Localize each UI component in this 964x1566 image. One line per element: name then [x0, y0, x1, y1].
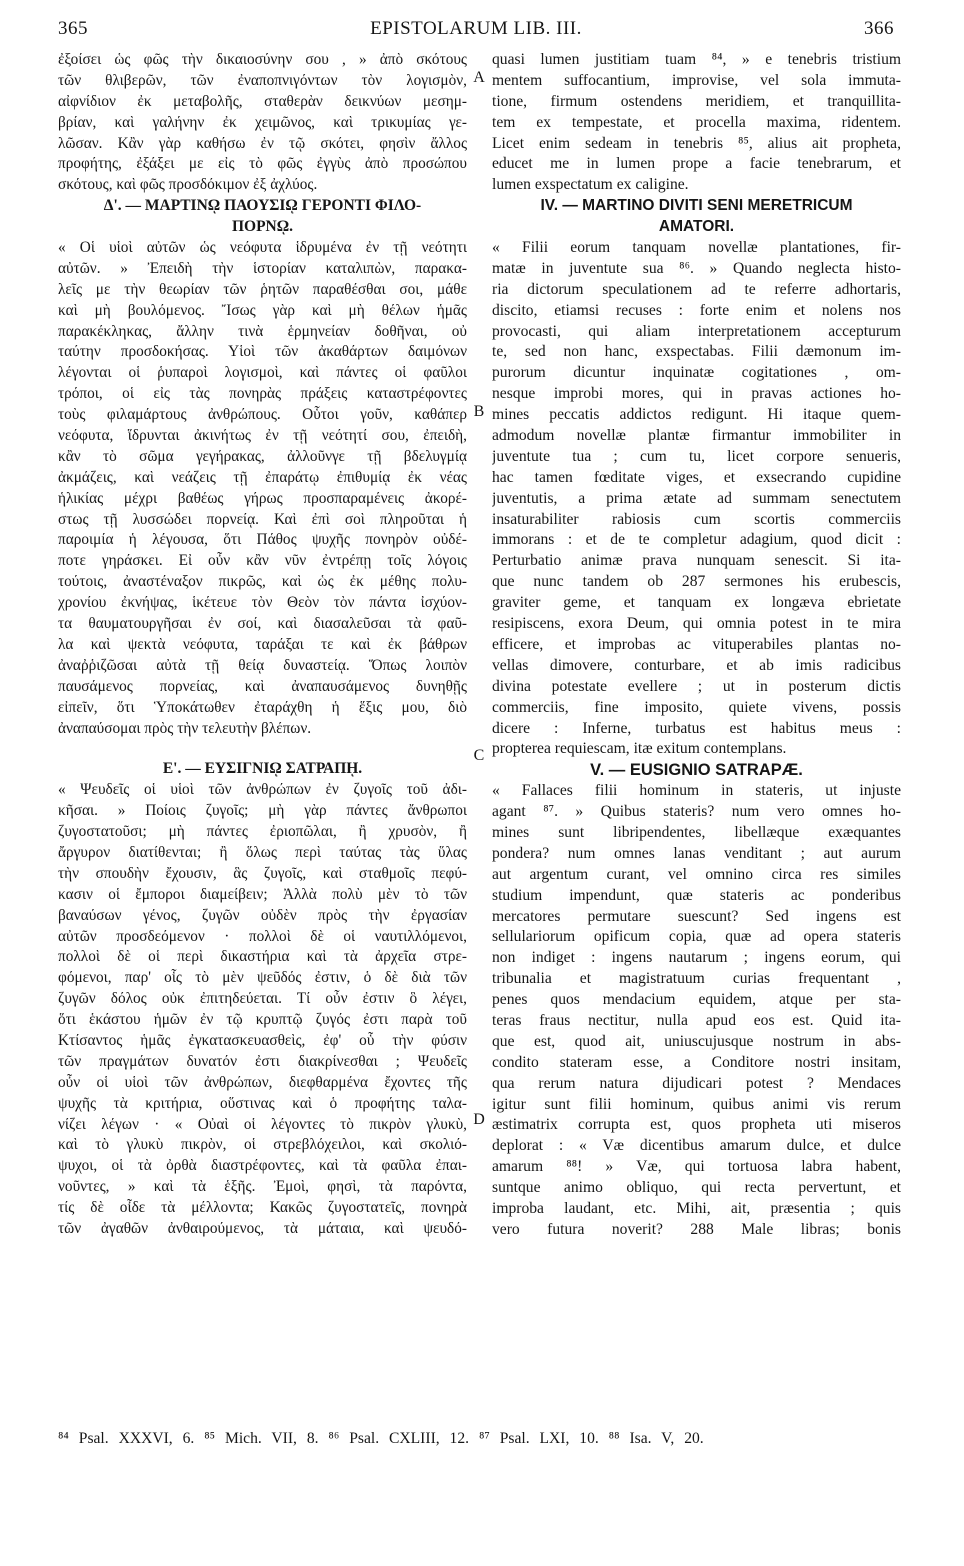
text-line: mines sunt libripendentes, libellæque exæquantes: [492, 823, 901, 841]
text-line: æstimatrix corrupta est, quos propheta uti miseros: [492, 1116, 901, 1134]
spacer: [58, 739, 467, 749]
text-line: ζυγοστατοῦσι; μὴ πάντες ἐριοπῶλαι, ἢ χρυσὸν, ἢ: [58, 823, 467, 841]
text-line: purorum dicuntur inquinatæ cogitationes , om-: [492, 364, 901, 382]
text-line: mercatores permutare suescunt? Sed ingens est: [492, 907, 901, 925]
letter-heading: IV. — MARTINO DIVITI SENI MERETRICUM: [540, 197, 853, 215]
text-line: κἂν τὸ σῶμα γεγήρακας, ἀλλοῦνγε τῇ βδελυγμίᾳ: [58, 447, 467, 465]
text-line: aut argentum curant, vel omnino circa res similes: [492, 865, 901, 883]
text-line: te, sed non hanc, exspectabas. Filii dæmonum im-: [492, 343, 901, 361]
text-line: καὶ μὴ βουλόμενος. Ἴσως γὰρ καὶ μὴ θέλων ἡμᾶς: [58, 301, 467, 319]
text-line: tem ex tempestate, et procella maxima, ridentem.: [492, 113, 901, 131]
text-line: τὴν σπουδὴν ἔχουσιν, ἃς ζυγοῖς, καὶ σταθμοῖς πεφύ-: [58, 864, 467, 882]
letter-heading: ΠΟΡΝῼ.: [231, 218, 294, 236]
text-line: λῶσαν. Κἂν γὰρ καθήσω ἐν τῷ σκότει, φησὶν ἄλλος: [58, 134, 467, 152]
letter-heading: V. — EUSIGNIO SATRAPÆ.: [590, 761, 803, 780]
text-line: educet me in lumen prope a facie tenebrarum, et: [492, 155, 901, 173]
text-line: que est, quod ait, uniuscujusque nostrum in abs-: [492, 1032, 901, 1050]
text-line: ὅτι ἑκάστου ἡμῶν ἐν τῷ κρυπτῷ ζυγός ἐστι παρὰ τοῦ: [58, 1011, 467, 1029]
text-line: « Ψευδεῖς οἱ υἱοὶ τῶν ἀνθρώπων ἐν ζυγοῖς τοῦ ἀδι-: [58, 781, 467, 799]
text-line: immorans : et de te completur adagium, quod dicit :: [492, 531, 901, 549]
text-line: commerciis, fine imposito, quiete vivens, possis: [492, 698, 901, 716]
text-line: teras fraus nectitur, nulla apud eos est. Quid ita-: [492, 1011, 901, 1029]
text-line: χρονίου ἐκνήψας, ἱκέτευε τὸν Θεὸν τὸν πάντα ἰσχύον-: [58, 594, 467, 612]
text-line: qua rerum natura dijudicari potest ? Mendaces: [492, 1074, 901, 1092]
text-line: αὐτῶν. » Ἐπειδὴ τὴν ἱστορίαν καταλιπὼν, παρακα-: [58, 259, 467, 277]
text-line: vellas dimovere, conturbare, et ab imis radicibus: [492, 656, 901, 674]
text-line: αὐτῶν προσδεόμενον · πολλοὶ δὲ οἱ ναυτιλλόμενοι,: [58, 927, 467, 945]
latin-column: [492, 50, 901, 1241]
text-line: juventute tua ; cum tu, licet corpore senueris,: [492, 447, 901, 465]
text-line: mines peccatis addictos redigunt. Hi itaque quem-: [492, 406, 901, 424]
text-line: ψυχοι, οἱ τὰ ὀρθὰ διαστρέφοντες, καὶ τὰ φαῦλα ἐπαι-: [58, 1157, 467, 1175]
text-line: λέγονται οἱ ῥυπαροὶ λογισμοὶ, καὶ πάντες οἱ φαῦλοι: [58, 364, 467, 382]
text-line: πολλοὶ δὲ οἱ περὶ δικαστήρια καὶ τὰ ἀρχεῖα στρε-: [58, 948, 467, 966]
text-line: τοὺς φιλαμάρτους ἀνθρώπους. Οὗτοι γοῦν, καθάπερ: [58, 406, 467, 424]
text-line: provocasti, qui aliam interpretationem accepturum: [492, 322, 901, 340]
text-line: λεῖς με τὴν θεωρίαν τῶν ῥητῶν παραθέσθαι σοι, μάθε: [58, 280, 467, 298]
letter-heading: AMATORI.: [658, 218, 735, 236]
text-line: tribunalia et magistratuum curias frequentant ,: [492, 970, 901, 988]
text-line: deplorat : « Væ dicentibus amarum dulce, et dulce: [492, 1137, 901, 1155]
text-line: βρίαν, καὶ γαλήνην ἐκ χειμῶνος, καὶ τρικυμίας γε-: [58, 113, 467, 131]
text-line: studium impendunt, quæ stateris ac ponderibus: [492, 886, 901, 904]
text-line: insaturabiliter rabiosis cum scortis commerciis: [492, 510, 901, 528]
letter-heading: Δ'. — ΜΑΡΤΙΝῼ ΠΑΟΥΣΙῼ ΓΕΡΟΝΤΙ ΦΙΛΟ-: [103, 197, 422, 215]
text-line: παυσάμενος πορνείας, καὶ ἀναπαυσάμενος δυνηθῇς: [58, 677, 467, 695]
text-line: efficere, et improbas ac vituperabiles plantas no-: [492, 635, 901, 653]
letter-heading: Ε'. — ΕΥΣΙΓΝΙῼ ΣΑΤΡΑΠῌ.: [162, 760, 363, 778]
text-line: τούτοις, ἀναστέναξον πικρῶς, καὶ ὡς ἐκ μέθης πολυ-: [58, 573, 467, 591]
spacer: [58, 749, 467, 759]
text-line: τα θαυματουργῆσαι ἐν σοί, καὶ διασαλεῦσαι τὰ φαῦ-: [58, 615, 467, 633]
text-line: que nunc tandem ob 287 sermones his erubescis,: [492, 573, 901, 591]
text-line: resipiscens, exora Deum, qui omnia potest in te mira: [492, 615, 901, 633]
text-line: τῶν θλιβερῶν, τῶν ἐναποπνιγόντων τὸν λογισμὸν,: [58, 71, 467, 89]
text-line: κῆσαι. » Ποίοις ζυγοῖς; μὴ γὰρ πάντες ἄνθρωποι: [58, 802, 467, 820]
text-line: penes quos mendacium equidem, atque per sta-: [492, 991, 901, 1009]
text-line: graviter geme, et tanquam ex longæva ebrietate: [492, 594, 901, 612]
text-line: νεόφυτα, ἵδρυνται ἀκινήτως ἐν τῇ νεότητί σου, ἐπειδὴ,: [58, 427, 467, 445]
page-header: [58, 18, 894, 46]
text-line: admodum novellæ plantæ firmantur immobiliter in: [492, 427, 901, 445]
page-number-left: 365: [58, 18, 88, 39]
text-line: ἡλικίας μέχρι βαθέως γήρως προσπαραμένεις ἀκορέ-: [58, 489, 467, 507]
text-line: οὖν οἱ υἱοὶ τῶν ἀνθρώπων, διεφθαρμένα ἔχοντες τῆς: [58, 1073, 467, 1091]
text-line: ἀναῤῥιζῶσαι αὐτὰ τῇ θείᾳ δυναστείᾳ. Ὅπως λοιπὸν: [58, 656, 467, 674]
text-line: εἰπεῖν, ὅτι Ὑποκάτωθεν ἐταράχθη ἡ ἕξις μου, διὸ: [58, 698, 467, 716]
text-line: juventutis, a prima ætate ad summam senectutem: [492, 489, 901, 507]
text-line: στως τῇ λυσσώδει πορνείᾳ. Καὶ ἐπὶ σοὶ πληροῦται ἡ: [58, 510, 467, 528]
margin-marker: C: [473, 747, 485, 764]
text-line: mentem suffocantium, improvise, vel sola immuta-: [492, 71, 901, 89]
text-line: vero futura noverit? 288 Male libras; bonis: [492, 1220, 901, 1238]
text-line: divina potestate evellere ; ut in posterum dictis: [492, 677, 901, 695]
text-line: « Οἱ υἱοὶ αὐτῶν ὡς νεόφυτα ἱδρυμένα ἐν τῇ νεότητι: [58, 239, 467, 257]
text-line: « Fallaces filii hominum in stateris, ut injuste: [492, 782, 901, 800]
text-line: νοῦντες, » καὶ τὰ ἑξῆς. Ἐμοὶ, φησὶ, τὰ παρόντα,: [58, 1178, 467, 1196]
text-line: προφήτης, ἐξάξει με εἰς τὸ φῶς ἐγγὺς ἀπὸ προσώπου: [58, 155, 467, 173]
text-line: propterea requiescam, itæ exitum contemplans.: [492, 740, 787, 758]
text-line: ἐξοίσει ὡς φῶς τὴν δικαιοσύνην σου , » ἀπὸ σκότους: [58, 51, 467, 68]
text-line: σκότους, καὶ φῶς προσδόκιμον ἐξ ἀχλύος.: [58, 176, 318, 194]
text-line: quasi lumen justitiam tuam ⁸⁴, » e tenebris tristium: [492, 51, 901, 68]
text-line: ria dictorum speculationem ad te referre adhortaris,: [492, 280, 901, 298]
text-line: ταύτην προσδοκήσας. Υἱοὶ τῶν ἀκαθάρτων δαιμόνων: [58, 343, 467, 361]
text-line: ποτε γηράσκει. Εἰ οὖν κἂν νῦν ἐντρέπῃ τοῖς λόγοις: [58, 552, 467, 570]
text-line: igitur sunt filii hominum, quibus animi vis rerum: [492, 1095, 901, 1113]
page-number-right: 366: [864, 18, 894, 39]
text-line: ζυγῶν δόλος οὐκ ἐπιτηδεύεται. Τί οὖν ἐστιν ὃ λέγει,: [58, 990, 467, 1008]
margin-marker: D: [473, 1111, 485, 1128]
text-line: τίς δὲ οἶδε τὰ μέλλοντα; Κακῶς ζυγοστατεῖς, πονηρὰ: [58, 1199, 467, 1217]
text-line: nesque improbi mores, qui in pravas actiones ho-: [492, 385, 901, 403]
text-line: sellulariorum opificum copia, quæ ad opera stateris: [492, 928, 901, 946]
text-line: κασιν οἱ ἔμποροι διαμείβειν; Ἀλλὰ πολὺ μὲν τὸ τῶν: [58, 885, 467, 903]
text-line: παρακέκληκας, ἄλλην τινὰ ἑρμηνείαν δοθῆναι, οὐ: [58, 322, 467, 340]
text-line: Licet enim sedeam in tenebris ⁸⁵, alius ait propheta,: [492, 134, 901, 152]
text-line: agant ⁸⁷. » Quibus stateris? num vero omnes ho-: [492, 803, 901, 821]
text-line: pondera? num omnes lanas venditant ; aut aurum: [492, 844, 901, 862]
text-line: ἄργυρον διατίθενται; ἢ ὅλως περὶ ταύτας τὰς ὕλας: [58, 843, 467, 861]
text-line: « Filii eorum tanquam novellæ plantationes, fir-: [492, 239, 901, 257]
text-line: improba laudant, etc. Mihi, ait, præsentia ; quis: [492, 1199, 901, 1217]
text-line: ἀκμάζεις, καὶ νεάζεις τῇ ἐπαράτῳ ἐπιθυμίᾳ ἐκ νέας: [58, 468, 467, 486]
text-line: matæ in juventute sua ⁸⁶. » Quando neglecta histo-: [492, 259, 901, 277]
text-line: condito stateram esse, a Conditore nostri insitam,: [492, 1053, 901, 1071]
text-line: λα καὶ ψεκτὰ νεόφυτα, ταράξαι τε καὶ ἐκ βάθρων: [58, 635, 467, 653]
text-line: τῶν πραγμάτων δυνατόν ἐστι διακρίνεσθαι ; Ψευδεῖς: [58, 1052, 467, 1070]
text-line: hac tamen fœditate viges, et exsecrando cupidine: [492, 468, 901, 486]
text-line: amarum ⁸⁸! » Væ, qui tortuosa labra habent,: [492, 1158, 901, 1176]
text-line: suntque animo obliquo, qui recta pervertunt, et: [492, 1179, 901, 1197]
running-title: EPISTOLARUM LIB. III.: [370, 18, 582, 39]
text-line: καὶ τὸ γλυκὺ πικρὸν, οἱ στρεβλόχειλοι, καὶ σκολιό-: [58, 1136, 467, 1154]
text-line: non indiget : ingens nautarum ; ingens eorum, qui: [492, 949, 901, 967]
text-line: τρόποι, οἱ εἰς τὰς πονηρὰς πράξεις καταστρέφοντες: [58, 385, 467, 403]
text-line: νίζει λέγων · « Οὐαὶ οἱ λέγοντες τὸ πικρὸν γλυκὺ,: [58, 1115, 467, 1133]
text-line: Κτίσαντος ἡμᾶς ἐγκατασκευασθεὶς, ἐφ' οὗ τὴν φύσιν: [58, 1031, 467, 1049]
text-line: βαναύσων γένος, ζυγῶν οὐδὲν πρὸς τὴν ἐργασίαν: [58, 906, 467, 924]
margin-marker: A: [473, 69, 485, 86]
text-line: Perturbatio animæ prava nunquam senescit. Si ita-: [492, 552, 901, 570]
footnotes: ⁸⁴ Psal. XXXVI, 6. ⁸⁵ Mich. VII, 8. ⁸⁶ Psal. CXLIII, 12. ⁸⁷ Psal. LXI, 10. ⁸⁸ Isa. V, 20.: [58, 1430, 704, 1447]
text-line: αἰφνίδιον ἐκ μεταβολῆς, σταθερὰν δεικνύων μεσημ-: [58, 92, 467, 110]
greek-column: [58, 50, 467, 1240]
text-line: παροιμία ἡ λέγουσα, ὅτι Πάθος ψυχῆς πονηρὸν οὐδέ-: [58, 531, 467, 549]
text-line: φόμενοι, παρ' οἷς τὸ μὲν ψεῦδός ἐστιν, ὁ δὲ διὰ τῶν: [58, 969, 467, 987]
text-line: τῶν ἀγαθῶν ἀνθαιρούμενος, τὰ μάταια, καὶ ψευδό-: [58, 1219, 467, 1237]
margin-marker: B: [473, 403, 485, 420]
text-line: dicere : Inferne, turbatus est habitus meus :: [492, 719, 901, 737]
text-line: discito, etiamsi recuses : forte enim et nolens nos: [492, 301, 901, 319]
text-line: lumen exspectatum ex caligine.: [492, 176, 689, 194]
text-line: ψυχῆς τὰ κριτήρια, οὕστινας καὶ ὁ προφήτης ταλα-: [58, 1094, 467, 1112]
text-line: ἀναπαύσομαι πρὸς τὴν τελευτὴν βλέπων.: [58, 719, 312, 737]
text-line: tione, firmum ostendens meridiem, et tranquillita-: [492, 92, 901, 110]
